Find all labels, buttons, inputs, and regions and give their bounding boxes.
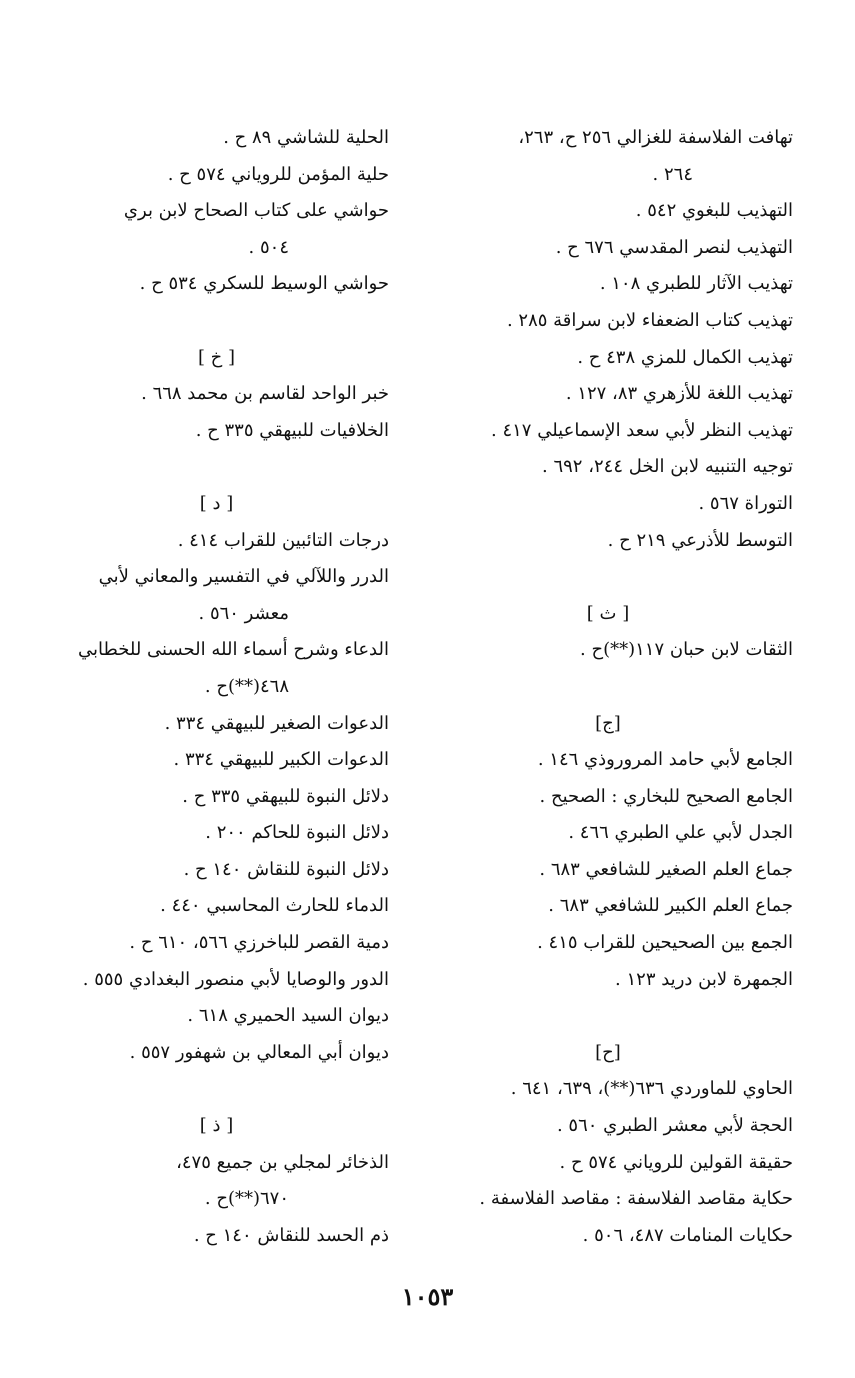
entry-continuation: ٥٠٤ . xyxy=(248,236,289,258)
entry-text: الخلافيات للبيهقي ٣٣٥ ح . xyxy=(195,419,389,441)
index-entry xyxy=(44,266,389,303)
index-column-left xyxy=(44,120,389,1254)
section-gap xyxy=(423,998,793,1035)
entry-text: تهذيب اللغة للأزهري ٨٣، ١٢٧ . xyxy=(565,383,793,405)
entry-text: خبر الواحد لقاسم بن محمد ٦٦٨ . xyxy=(141,383,389,405)
entry-text: الجامع الصحيح للبخاري : الصحيح . xyxy=(539,785,793,807)
entry-continuation: ٢٦٤ . xyxy=(652,163,693,185)
index-entry xyxy=(423,779,793,816)
index-entry xyxy=(44,523,389,560)
index-entry xyxy=(44,120,389,157)
entry-continuation: معشر ٥٦٠ . xyxy=(198,602,289,624)
entry-text: الدور والوصايا لأبي منصور البغدادي ٥٥٥ . xyxy=(82,968,389,990)
entry-text: دلائل النبوة للبيهقي ٣٣٥ ح . xyxy=(182,785,389,807)
index-entry xyxy=(44,852,389,889)
entry-text: ديوان السيد الحميري ٦١٨ . xyxy=(187,1005,389,1027)
index-entry xyxy=(423,852,793,889)
entry-text: تهذيب الكمال للمزي ٤٣٨ ح . xyxy=(577,346,793,368)
index-entry xyxy=(423,340,793,377)
index-entry xyxy=(44,925,389,962)
entry-text: ذم الحسد للنقاش ١٤٠ ح . xyxy=(193,1224,389,1246)
index-entry xyxy=(44,706,389,743)
index-entry xyxy=(423,815,793,852)
index-entry xyxy=(423,962,793,999)
entry-text: الدرر واللآلي في التفسير والمعاني لأبي xyxy=(98,566,389,588)
index-entry xyxy=(44,632,389,705)
entry-text: الجمع بين الصحيحين للقراب ٤١٥ . xyxy=(537,932,793,954)
entry-text: حكايات المنامات ٤٨٧، ٥٠٦ . xyxy=(582,1224,793,1246)
index-entry xyxy=(423,376,793,413)
entry-text: الحلية للشاشي ٨٩ ح . xyxy=(223,127,389,148)
index-entry xyxy=(44,413,389,450)
entry-text: حقيقة القولين للروياني ٥٧٤ ح . xyxy=(559,1151,793,1173)
entry-text: التهذيب للبغوي ٥٤٢ . xyxy=(635,200,793,222)
entry-text: ديوان أبي المعالي بن شهفور ٥٥٧ . xyxy=(129,1041,389,1063)
entry-text: الدعوات الكبير للبيهقي ٣٣٤ . xyxy=(173,749,389,771)
index-entry xyxy=(44,1145,389,1218)
entry-text: الجمهرة لابن دريد ١٢٣ . xyxy=(615,968,793,990)
entry-text: حواشي الوسيط للسكري ٥٣٤ ح . xyxy=(139,273,389,295)
entry-text: توجيه التنبيه لابن الخل ٢٤٤، ٦٩٢ . xyxy=(542,456,793,478)
index-entry xyxy=(44,742,389,779)
index-entry xyxy=(423,230,793,267)
index-entry xyxy=(423,1145,793,1182)
index-entry xyxy=(423,888,793,925)
index-entry xyxy=(44,559,389,632)
index-entry xyxy=(423,303,793,340)
index-entry xyxy=(423,449,793,486)
index-entry xyxy=(44,962,389,999)
entry-text: حكاية مقاصد الفلاسفة : مقاصد الفلاسفة . xyxy=(479,1188,793,1210)
index-entry xyxy=(423,193,793,230)
entry-text: تهذيب كتاب الضعفاء لابن سراقة ٢٨٥ . xyxy=(506,309,793,331)
entry-text: الذخائر لمجلي بن جميع ٤٧٥، xyxy=(176,1151,389,1173)
index-entry xyxy=(423,742,793,779)
index-entry xyxy=(44,157,389,194)
index-entry xyxy=(44,998,389,1035)
letter-heading: [ ذ ] xyxy=(199,1115,234,1137)
entry-text: الجامع لأبي حامد المروروذي ١٤٦ . xyxy=(537,749,793,771)
index-entry xyxy=(44,815,389,852)
entry-text: التوراة ٥٦٧ . xyxy=(698,492,793,514)
section-gap xyxy=(423,559,793,596)
entry-text: الدماء للحارث المحاسبي ٤٤٠ . xyxy=(160,895,389,917)
entry-text: تهافت الفلاسفة للغزالي ٢٥٦ ح، ٢٦٣، xyxy=(518,127,793,148)
letter-heading: [ح] xyxy=(595,1041,621,1063)
index-entry xyxy=(423,1218,793,1255)
index-entry xyxy=(423,120,793,193)
index-entry xyxy=(44,376,389,413)
entry-text: تهذيب النظر لأبي سعد الإسماعيلي ٤١٧ . xyxy=(491,419,793,441)
letter-heading: [ج] xyxy=(595,712,621,734)
letter-heading: [ د ] xyxy=(199,492,234,514)
index-entry xyxy=(44,888,389,925)
entry-text: التوسط للأذرعي ٢١٩ ح . xyxy=(607,529,793,551)
index-entry xyxy=(423,266,793,303)
entry-text: الدعاء وشرح أسماء الله الحسنى للخطابي xyxy=(77,639,389,661)
section-gap xyxy=(423,669,793,706)
section-gap xyxy=(44,303,389,340)
entry-text: جماع العلم الكبير للشافعي ٦٨٣ . xyxy=(548,895,793,917)
section-gap xyxy=(44,1071,389,1108)
entry-text: الحاوي للماوردي ٦٣٦(**)، ٦٣٩، ٦٤١ . xyxy=(510,1078,793,1100)
index-entry xyxy=(423,1108,793,1145)
entry-text: دلائل النبوة للحاكم ٢٠٠ . xyxy=(205,822,389,844)
index-entry xyxy=(44,1218,389,1255)
index-column-right xyxy=(423,120,793,1254)
entry-text: دمية القصر للباخرزي ٥٦٦، ٦١٠ ح . xyxy=(129,932,389,954)
index-entry xyxy=(423,1181,793,1218)
entry-text: حلية المؤمن للروياني ٥٧٤ ح . xyxy=(167,163,389,185)
index-entry xyxy=(44,1035,389,1072)
page-number: ١٠٥٣ xyxy=(401,1282,454,1311)
index-entry xyxy=(44,779,389,816)
index-entry xyxy=(423,486,793,523)
entry-text: التهذيب لنصر المقدسي ٦٧٦ ح . xyxy=(555,236,793,258)
entry-text: الجدل لأبي علي الطبري ٤٦٦ . xyxy=(568,822,793,844)
index-entry xyxy=(423,413,793,450)
entry-text: الحجة لأبي معشر الطبري ٥٦٠ . xyxy=(556,1115,793,1137)
section-gap xyxy=(44,449,389,486)
entry-continuation: ٦٧٠(**)ح . xyxy=(204,1188,289,1210)
entry-text: درجات التائبين للقراب ٤١٤ . xyxy=(177,529,389,551)
entry-text: تهذيب الآثار للطبري ١٠٨ . xyxy=(599,273,793,295)
index-entry xyxy=(423,523,793,560)
letter-heading: [ خ ] xyxy=(197,346,236,368)
entry-text: الدعوات الصغير للبيهقي ٣٣٤ . xyxy=(164,712,389,734)
entry-text: الثقات لابن حبان ١١٧(**)ح . xyxy=(580,639,793,661)
index-entry xyxy=(423,632,793,669)
index-entry xyxy=(423,1071,793,1108)
entry-text: دلائل النبوة للنقاش ١٤٠ ح . xyxy=(183,858,389,880)
index-entry xyxy=(423,925,793,962)
index-entry xyxy=(44,193,389,266)
letter-heading: [ ث ] xyxy=(586,602,630,624)
entry-text: حواشي على كتاب الصحاح لابن بري xyxy=(123,200,389,222)
entry-text: جماع العلم الصغير للشافعي ٦٨٣ . xyxy=(539,858,793,880)
entry-continuation: ٤٦٨(**)ح . xyxy=(204,675,289,697)
